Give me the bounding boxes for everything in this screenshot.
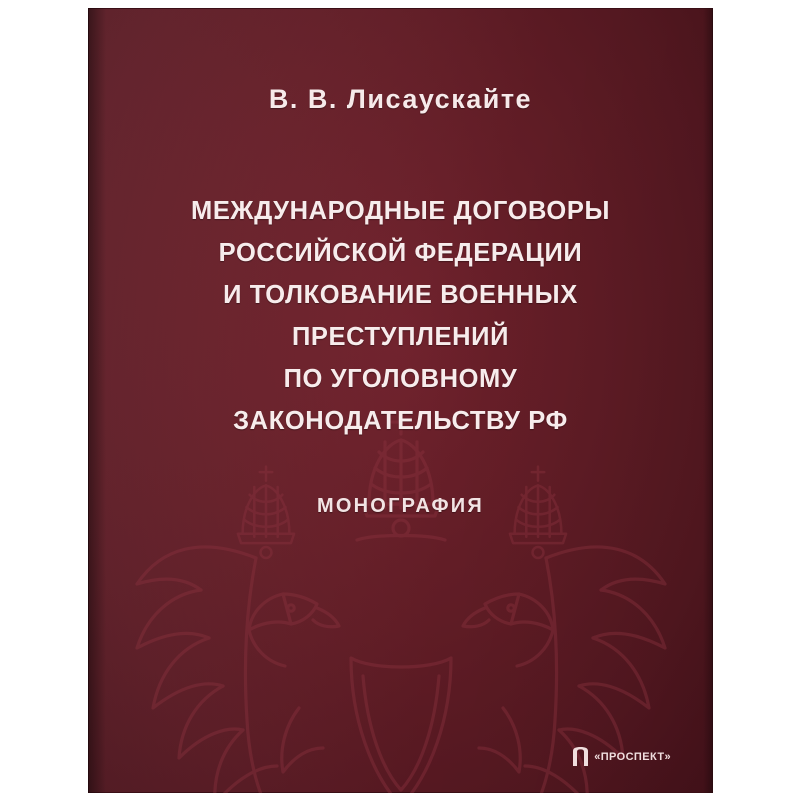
prospekt-logo-icon xyxy=(572,746,589,767)
title-line-4: ПРЕСТУПЛЕНИЙ xyxy=(291,323,510,351)
cover-text-block xyxy=(88,8,713,793)
publisher-logo xyxy=(572,746,671,767)
author-name: В. В. Лисаускайте xyxy=(268,84,533,114)
book-cover xyxy=(88,8,713,793)
title-line-3: И ТОЛКОВАНИЕ ВОЕННЫХ xyxy=(223,281,578,309)
title-line-5: ПО УГОЛОВНОМУ xyxy=(283,365,518,393)
book-subtitle: МОНОГРАФИЯ xyxy=(317,495,484,517)
title-line-2: РОССИЙСКОЙ ФЕДЕРАЦИИ xyxy=(218,239,583,267)
title-line-1: МЕЖДУНАРОДНЫЕ ДОГОВОРЫ xyxy=(190,197,611,225)
book-title xyxy=(88,190,713,442)
title-line-6: ЗАКОНОДАТЕЛЬСТВУ РФ xyxy=(233,407,568,435)
publisher-name: «ПРОСПЕКТ» xyxy=(594,750,671,763)
